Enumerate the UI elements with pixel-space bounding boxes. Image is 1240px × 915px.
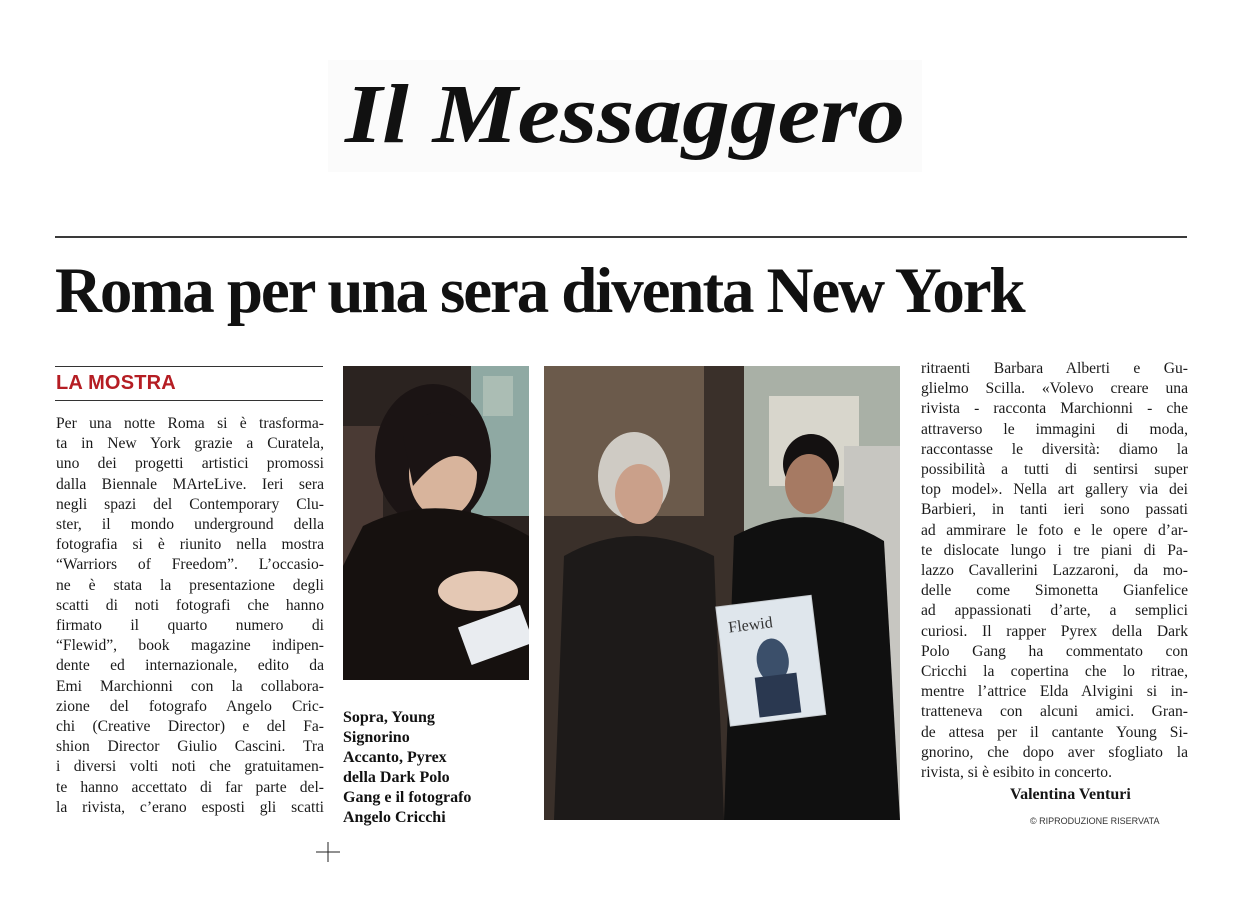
kicker-rule-top xyxy=(55,366,323,367)
text-line: negli spazi del Contemporary Clu- xyxy=(56,495,324,513)
text-line: i diversi volti noti che gratuitamen- xyxy=(56,758,324,776)
text-line: Per una notte Roma si è trasforma- xyxy=(56,415,324,432)
text-line: ster, il mondo underground della xyxy=(56,516,324,534)
text-line: tratteneva con alcuni amici. Gran- xyxy=(921,703,1188,721)
text-line: top model». Nella art gallery via dei xyxy=(921,481,1188,499)
caption-line: Gang e il fotografo xyxy=(343,789,472,806)
headline-rule xyxy=(55,236,1187,238)
text-line: raccontasse le diversità: diamo la xyxy=(921,440,1188,458)
photo-pyrex-cricchi xyxy=(544,366,900,820)
text-line: Polo Gang ha commentato con xyxy=(921,642,1188,660)
crosshair-mark xyxy=(316,842,340,862)
text-line: fotografia si è riunito nella mostra xyxy=(56,536,324,554)
text-line: shion Director Giulio Cascini. Tra xyxy=(56,738,324,756)
text-line: la rivista, c’erano esposti gli scatti xyxy=(56,798,324,816)
photo-caption xyxy=(343,708,533,828)
article-column-1 xyxy=(56,414,324,818)
article-column-3 xyxy=(921,359,1188,783)
text-line: dalla Biennale MArteLive. Ieri sera xyxy=(56,475,324,493)
author-signature: Valentina Venturi xyxy=(1010,786,1131,803)
text-line: curiosi. Il rapper Pyrex della Dark xyxy=(921,622,1188,640)
caption-line: della Dark Polo xyxy=(343,769,450,786)
text-line: ritraenti Barbara Alberti e Gu- xyxy=(921,360,1188,377)
text-line: ta in New York grazie a Curatela, xyxy=(56,435,324,453)
kicker: LA MOSTRA xyxy=(56,372,176,394)
text-line: mentre l’attrice Elda Alvigini si in- xyxy=(921,683,1188,701)
caption-line: Accanto, Pyrex xyxy=(343,749,447,766)
text-line: rivista - racconta Marchionni - che xyxy=(921,400,1188,418)
text-line: possibilità a tutti di sentirsi super xyxy=(921,461,1188,479)
text-line: zione del fotografo Angelo Cric- xyxy=(56,697,324,715)
text-line: delle come Simonetta Gianfelice xyxy=(921,582,1188,600)
text-line: ad appassionati d’arte, a semplici xyxy=(921,602,1188,620)
text-line: “Flewid”, book magazine indipen- xyxy=(56,637,324,655)
text-line: ad ammirare le foto e le opere d’ar- xyxy=(921,521,1188,539)
text-line: scatti di noti fotografi che hanno xyxy=(56,596,324,614)
svg-text:Il Messaggero: Il Messaggero xyxy=(343,68,905,161)
caption-line: Angelo Cricchi xyxy=(343,809,446,826)
text-line: firmato il quarto numero di xyxy=(56,617,324,635)
text-line: chi (Creative Director) e del Fa- xyxy=(56,718,324,736)
text-line: attraverso le immagini di moda, xyxy=(921,420,1188,438)
photo-young-signorino xyxy=(343,366,529,680)
text-line: ne è stata la presentazione degli xyxy=(56,576,324,594)
text-line: Barbieri, in tanti ieri sono passati xyxy=(921,501,1188,519)
text-line: dente ed internazionale, edito da xyxy=(56,657,324,675)
text-line: Emi Marchionni con la collabora- xyxy=(56,677,324,695)
text-line: Cricchi la copertina che lo ritrae, xyxy=(921,663,1188,681)
text-line: de attesa per il cantante Young Si- xyxy=(921,723,1188,741)
text-line: gnorino, che dopo aver sfogliato la xyxy=(921,743,1188,761)
svg-text:Flewid: Flewid xyxy=(727,614,774,637)
text-line: rivista, si è esibito in concerto. xyxy=(921,764,1112,782)
headline: Roma per una sera diventa New York xyxy=(55,255,1024,327)
masthead-logo xyxy=(328,60,922,172)
text-line: lazzo Cavallerini Lazzaroni, da mo- xyxy=(921,562,1188,580)
text-line: te hanno accettato di far parte del- xyxy=(56,778,324,796)
caption-line: Sopra, Young xyxy=(343,709,435,726)
caption-line: Signorino xyxy=(343,729,410,746)
text-line: glielmo Scilla. «Volevo creare una xyxy=(921,380,1188,398)
kicker-rule-bottom xyxy=(55,400,323,401)
copyright-notice: © RIPRODUZIONE RISERVATA xyxy=(1030,816,1160,826)
text-line: uno dei progetti artistici promossi xyxy=(56,455,324,473)
text-line: “Warriors of Freedom”. L’occasio- xyxy=(56,556,324,574)
text-line: te dislocate lungo i tre piani di Pa- xyxy=(921,541,1188,559)
